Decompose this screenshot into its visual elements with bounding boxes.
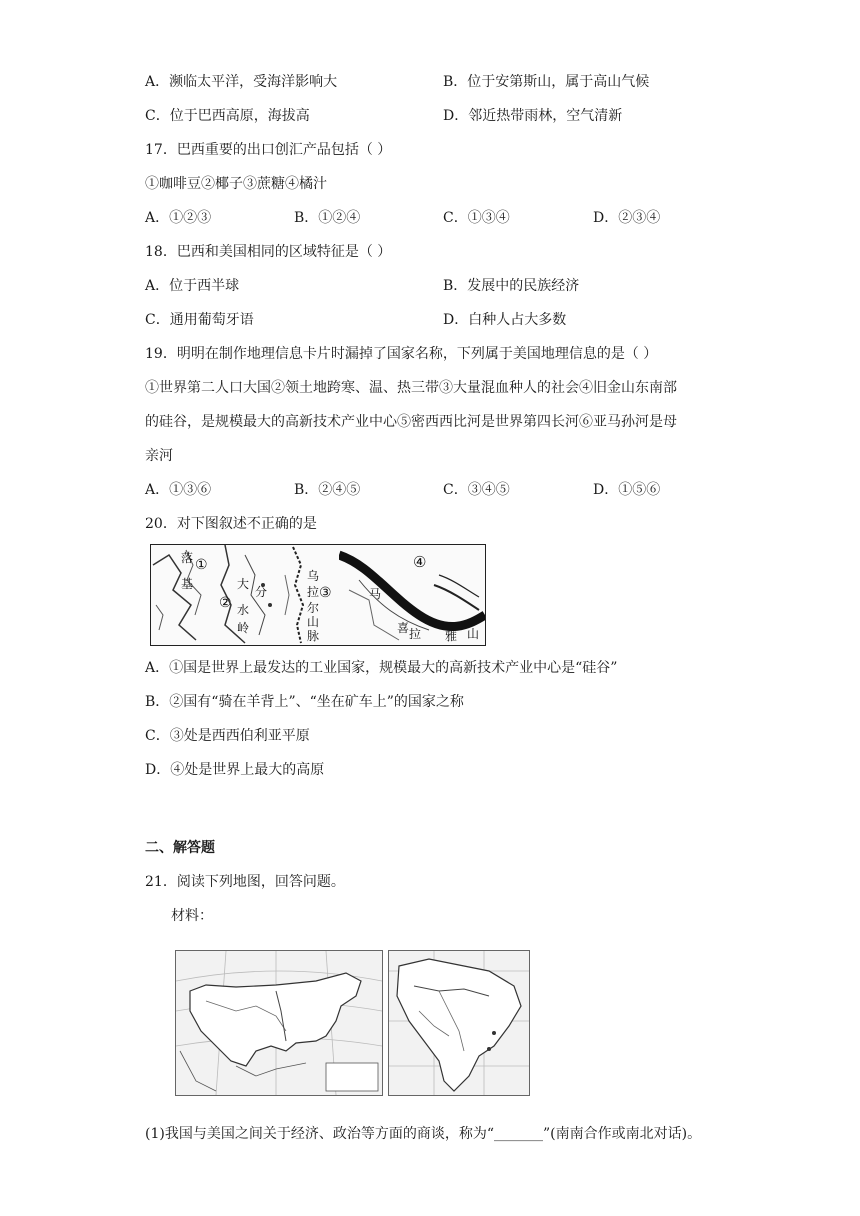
q21-stem: 21．阅读下列地图，回答问题。 [145, 874, 345, 890]
q20-map-panel-1 [151, 545, 216, 645]
p4-label-4: 雅 [445, 629, 458, 643]
q18-option-c: C．通用葡萄牙语 [145, 312, 254, 328]
brazil-map-drawing [389, 951, 529, 1095]
usa-map [175, 950, 383, 1096]
p3-label-5: 脉 [307, 629, 320, 643]
q20-option-b: B．②国有“骑在羊背上”、“坐在矿车上”的国家之称 [145, 694, 464, 710]
q18-option-a: A．位于西半球 [145, 278, 240, 294]
p3-label-4: 山 [307, 615, 320, 629]
q20-stem: 20．对下图叙述不正确的是 [145, 516, 317, 532]
q17-option-c: C．①③④ [443, 210, 510, 226]
q19-items-line2: 的硅谷，是规模最大的高新技术产业中心⑤密西西比河是世界第四长河⑥亚马孙河是母 [145, 414, 677, 430]
q17-items: ①咖啡豆②椰子③蔗糖④橘汁 [145, 176, 327, 192]
p2-label-1: 大 [237, 577, 250, 591]
q17-stem: 17．巴西重要的出口创汇产品包括（ ） [145, 142, 392, 158]
q21-material-label: 材料： [171, 908, 213, 924]
q17-option-a: A．①②③ [145, 210, 212, 226]
q19-items-line3: 亲河 [145, 448, 173, 464]
p2-label-3: 水 [237, 603, 250, 617]
q20-option-c: C．③处是西西伯利亚平原 [145, 728, 310, 744]
q19-option-b: B．②④⑤ [294, 482, 361, 498]
p1-label-1: ① [195, 557, 208, 573]
q18-option-d: D．白种人占大多数 [443, 312, 567, 328]
p4-label-3: 拉 [409, 627, 422, 641]
p1-label-0: 落 [181, 551, 194, 565]
q20-map-panel-2 [215, 545, 282, 645]
p2-label-4: 岭 [237, 621, 250, 635]
q16-option-a: A．濒临太平洋，受海洋影响大 [145, 74, 338, 90]
p4-label-2: 喜 [397, 621, 410, 635]
q16-option-b: B．位于安第斯山，属于高山气候 [443, 74, 650, 90]
p4-label-5: 山 [467, 627, 480, 641]
q17-option-d: D．②③④ [593, 210, 661, 226]
p3-label-1: 拉 [307, 585, 320, 599]
q20-option-a: A．①国是世界上最发达的工业国家，规模最大的高新技术产业中心是“硅谷” [145, 660, 618, 676]
usa-map-drawing [176, 951, 382, 1095]
q20-map-strip [150, 544, 486, 646]
q19-items-line1: ①世界第二人口大国②领土地跨寒、温、热三带③大量混血种人的社会④旧金山东南部 [145, 380, 677, 396]
p1-label-2: 基 [181, 577, 194, 591]
p3-label-2: ③ [319, 585, 332, 601]
section-2-title: 二、解答题 [145, 840, 215, 856]
q19-stem: 19．明明在制作地理信息卡片时漏掉了国家名称，下列属于美国地理信息的是（ ） [145, 346, 658, 362]
q19-option-d: D．①⑤⑥ [593, 482, 661, 498]
p4-label-1: 马 [369, 587, 382, 601]
q20-map-panel-3 [281, 545, 340, 645]
q18-option-b: B．发展中的民族经济 [443, 278, 580, 294]
q19-option-a: A．①③⑥ [145, 482, 212, 498]
q16-option-c: C．位于巴西高原，海拔高 [145, 108, 310, 124]
q20-map-panel-4 [339, 545, 485, 645]
p2-label-0: ② [219, 595, 232, 611]
q20-option-d: D．④处是世界上最大的高原 [145, 762, 325, 778]
brazil-map [388, 950, 530, 1096]
p3-label-3: 尔 [307, 601, 320, 615]
q21-sub1: (1)我国与美国之间关于经济、政治等方面的商谈，称为“_______”(南南合作或南北对话)。 [145, 1126, 702, 1142]
q19-option-c: C．③④⑤ [443, 482, 510, 498]
p2-label-2: 分 [255, 585, 268, 599]
p3-label-0: 乌 [307, 569, 320, 583]
q16-option-d: D．邻近热带雨林，空气清新 [443, 108, 623, 124]
p4-label-0: ④ [413, 553, 427, 571]
q17-option-b: B．①②④ [294, 210, 361, 226]
q18-stem: 18．巴西和美国相同的区域特征是（ ） [145, 244, 392, 260]
